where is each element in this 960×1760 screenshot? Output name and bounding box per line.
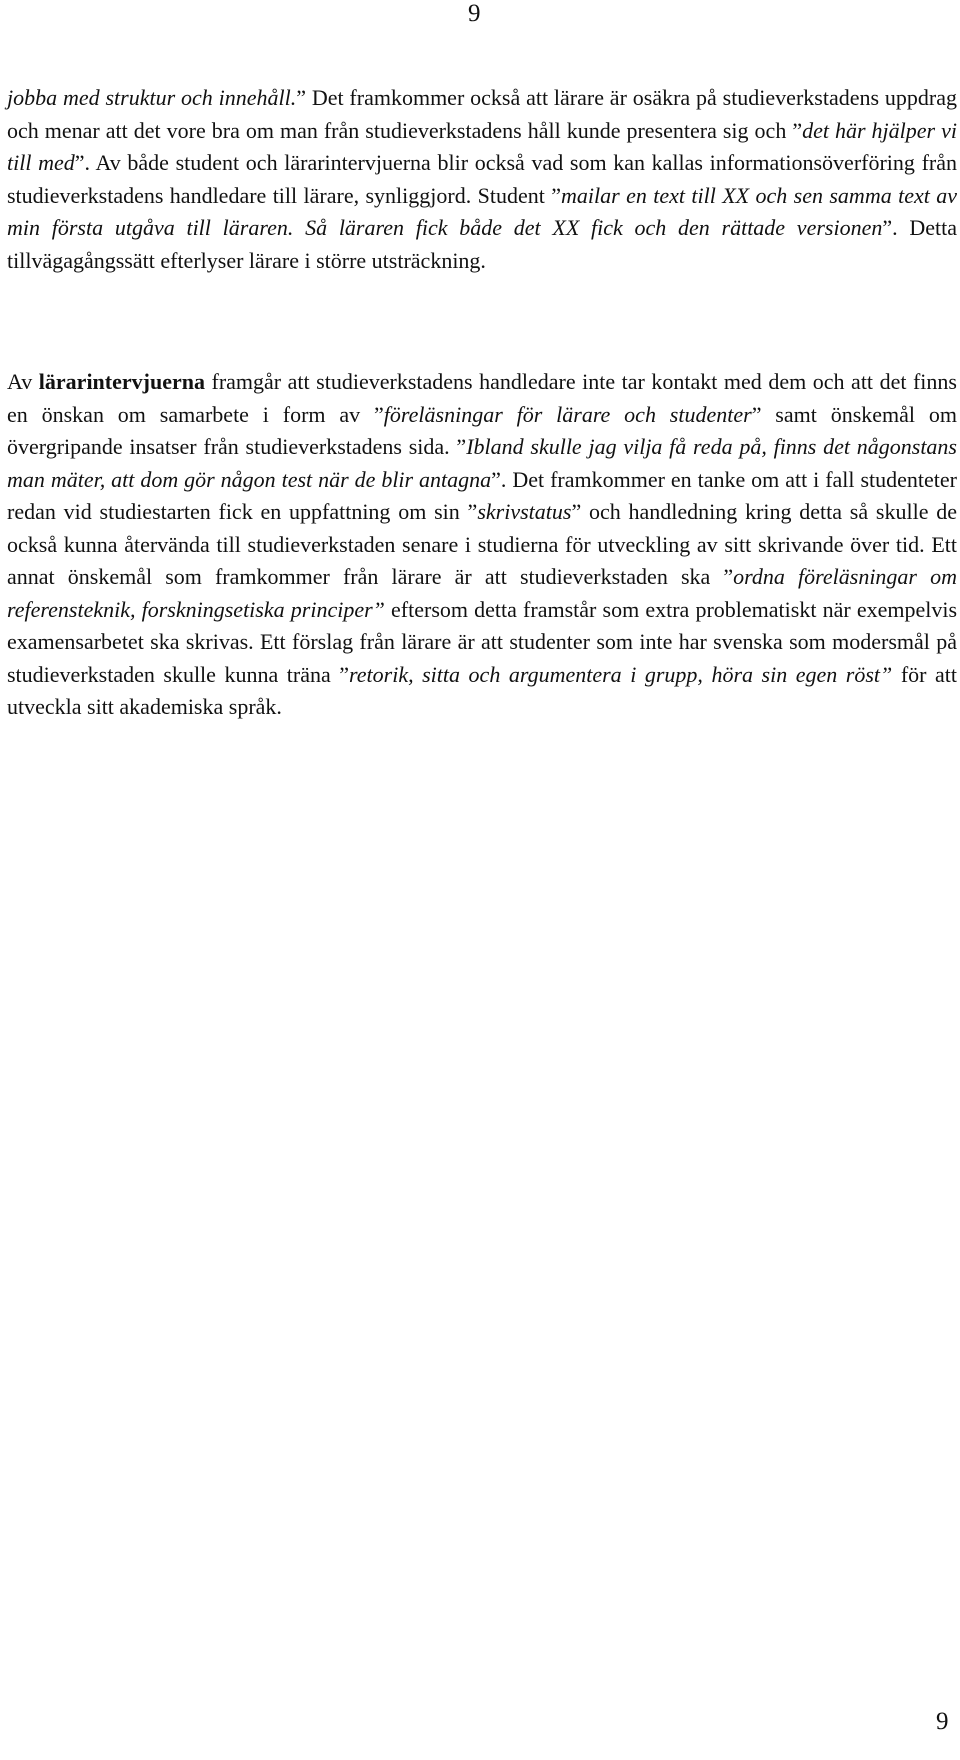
text-run: det här hjälper vi till med <box>7 117 957 175</box>
text-run: eftersom detta framstår som extra problematiskt när exempelvis examensarbetet ska skrivas. Ett förslag från lärare är att studenter som inte har svenska som modersmål på studieverkstaden skulle kunna träna ” <box>7 596 958 687</box>
paragraph-1 <box>7 82 957 277</box>
page-number-bottom: 9 <box>936 1708 949 1735</box>
paragraph-2 <box>7 366 957 724</box>
text-run: mailar en text till XX och sen samma text av min första utgåva till läraren. Så läraren fick både det XX fick och den rättade versionen <box>7 182 958 240</box>
text-run: ”. Detta tillvägagångssätt efterlyser lärare i större utsträckning. <box>7 215 957 273</box>
text-run: ” Det framkommer också att lärare är osäkra på studieverkstadens uppdrag och menar att det vore bra om man från studieverkstadens håll kunde presentera sig och ” <box>7 85 957 143</box>
text-run: Ibland skulle jag vilja få reda på, finns det någonstans man mäter, att dom gör någon test när de blir antagna <box>7 434 957 492</box>
text-run: lärarintervjuerna <box>38 369 205 394</box>
text-run: framgår att studieverkstadens handledare inte tar kontakt med dem och att det finns en önskan om samarbete i form av ” <box>7 369 957 427</box>
text-run: ”. Av både student och lärarintervjuerna blir också vad som kan kallas informationsöverföring från studieverkstadens handledare till lärare, synliggjord. Student ” <box>7 150 957 208</box>
text-run: jobba med struktur och innehåll. <box>7 85 297 110</box>
text-run: föreläsningar för lärare och studenter <box>383 401 752 427</box>
text-run: skrivstatus <box>477 499 572 524</box>
text-run: Av <box>7 369 39 394</box>
text-run: retorik, sitta och argumentera i grupp, höra sin egen röst” <box>349 661 893 687</box>
text-run: ” samt önskemål om övergripande insatser från studieverkstadens sida. ” <box>7 401 958 459</box>
text-run: ordna föreläsningar om referensteknik, forskningsetiska principer” <box>7 564 957 622</box>
page-number-top: 9 <box>468 0 481 27</box>
text-run: för att utveckla sitt akademiska språk. <box>7 661 957 719</box>
text-run: ”. Det framkommer en tanke om att i fall studenteter redan vid studiestarten fick en uppfattning om sin ” <box>7 466 957 524</box>
text-run: ” och handledning kring detta så skulle de också kunna återvända till studieverkstaden senare i studierna för utveckling av sitt skrivande över tid. Ett annat önskemål som framkommer från lärare är att studieverkstaden ska ” <box>7 499 958 589</box>
